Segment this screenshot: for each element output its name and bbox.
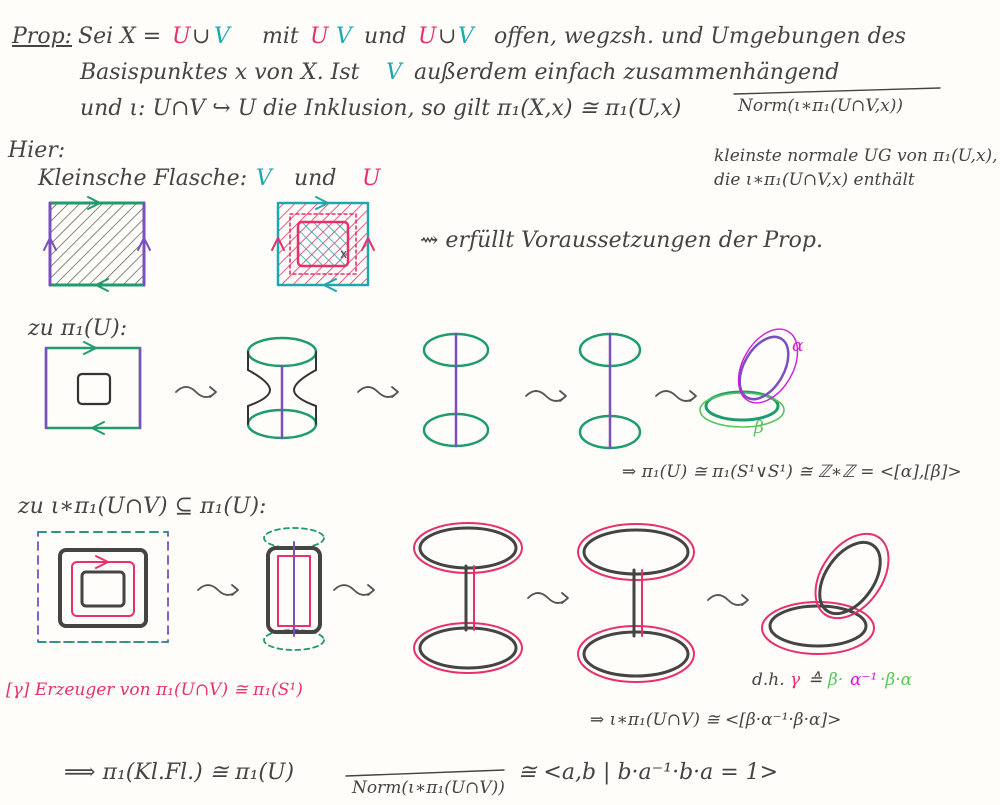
u-dumbbell-2 xyxy=(580,334,640,448)
prop-U3: U xyxy=(418,24,437,49)
dh-a: d.h. xyxy=(752,670,785,690)
arrow-s2-2 xyxy=(358,387,398,397)
prop-V4: V xyxy=(386,60,402,85)
prop-line1-c: und xyxy=(364,24,407,49)
section2-title: zu π₁(U): xyxy=(28,316,128,341)
section3-result: ⇒ ι∗π₁(U∩V) ≅ <[β·α⁻¹·β·α]> xyxy=(590,710,842,730)
V-label: V xyxy=(256,166,272,191)
arrow-s2-4 xyxy=(656,391,696,401)
prop-label: Prop: xyxy=(12,24,73,49)
final-right: ≅ <a,b | b·a⁻¹·b·a = 1> xyxy=(518,760,779,785)
dh-eq: ≙ xyxy=(808,670,823,690)
gamma-note: [γ] Erzeuger von π₁(U∩V) ≅ π₁(S¹) xyxy=(6,680,303,700)
fulfills-text: ⇝ erfüllt Voraussetzungen der Prop. xyxy=(420,228,823,253)
prop-norm: Norm(ι∗π₁(U∩V,x)) xyxy=(738,96,903,116)
prop-line1-a: Sei X = xyxy=(78,24,162,49)
prop-line2-b: außerdem einfach zusammenhängend xyxy=(414,60,840,85)
arrow-s3-2 xyxy=(334,585,374,595)
arrow-s3-4 xyxy=(708,595,748,605)
prop-line1-d: offen, wegzsh. und Umgebungen des xyxy=(494,24,906,49)
wedge-circles xyxy=(700,319,810,427)
prop-cup: ∪ xyxy=(192,24,211,49)
dh-gamma: γ xyxy=(790,670,801,690)
prop-note2: die ι∗π₁(U∩V,x) enthält xyxy=(714,170,915,190)
prop-U: U xyxy=(172,24,191,49)
gamma-loop xyxy=(762,520,904,654)
prop-V3: V xyxy=(458,24,474,49)
prop-U2: U xyxy=(310,24,329,49)
dh-rest: ·β·α xyxy=(880,670,913,690)
prop-V: V xyxy=(214,24,230,49)
prop-line1-b: mit xyxy=(262,24,299,49)
section3-title: zu ι∗π₁(U∩V) ⊆ π₁(U): xyxy=(18,494,267,519)
uv-dumbbell-2 xyxy=(578,524,694,682)
svg-text:x: x xyxy=(340,247,348,261)
prop-cup2: ∪ xyxy=(438,24,457,49)
alpha-label: α xyxy=(792,336,804,356)
u-square-small xyxy=(46,342,140,434)
beta-label: β xyxy=(754,418,764,438)
hier-title: Hier: xyxy=(8,138,66,163)
und-label: und xyxy=(294,166,337,191)
prop-V2: V xyxy=(336,24,352,49)
dh-alphainv: α⁻¹ xyxy=(850,670,878,690)
uv-cylinder xyxy=(264,528,324,650)
final-fraction-bar xyxy=(346,770,504,776)
uv-dumbbell-1 xyxy=(414,523,522,673)
dh-beta: β· xyxy=(828,670,844,690)
final-left: ⟹ π₁(Kl.Fl.) ≅ π₁(U) xyxy=(64,760,295,785)
arrow-s2-3 xyxy=(526,391,566,401)
arrow-s3-3 xyxy=(528,593,568,603)
prop-fraction-bar xyxy=(734,88,940,94)
klein-square xyxy=(44,197,150,291)
prop-line2: Basispunktes x von X. Ist xyxy=(80,60,360,85)
u-dumbbell-1 xyxy=(424,334,488,446)
u-cylinder xyxy=(248,338,316,438)
prop-note1: kleinste normale UG von π₁(U,x), xyxy=(714,146,998,166)
section2-result: ⇒ π₁(U) ≅ π₁(S¹∨S¹) ≅ ℤ∗ℤ = <[α],[β]> xyxy=(622,462,962,482)
U-label: U xyxy=(362,166,381,191)
final-denom: Norm(ι∗π₁(U∩V)) xyxy=(352,778,505,798)
arrow-s2-1 xyxy=(176,387,216,397)
arrow-s3-1 xyxy=(198,585,238,595)
uv-square-section3 xyxy=(38,532,168,642)
uv-square xyxy=(272,197,374,291)
klein-label: Kleinsche Flasche: xyxy=(38,166,248,191)
prop-line3: und ι: U∩V ↪ U die Inklusion, so gilt π₁(X,x) ≅ π₁(U,x) xyxy=(80,96,682,121)
